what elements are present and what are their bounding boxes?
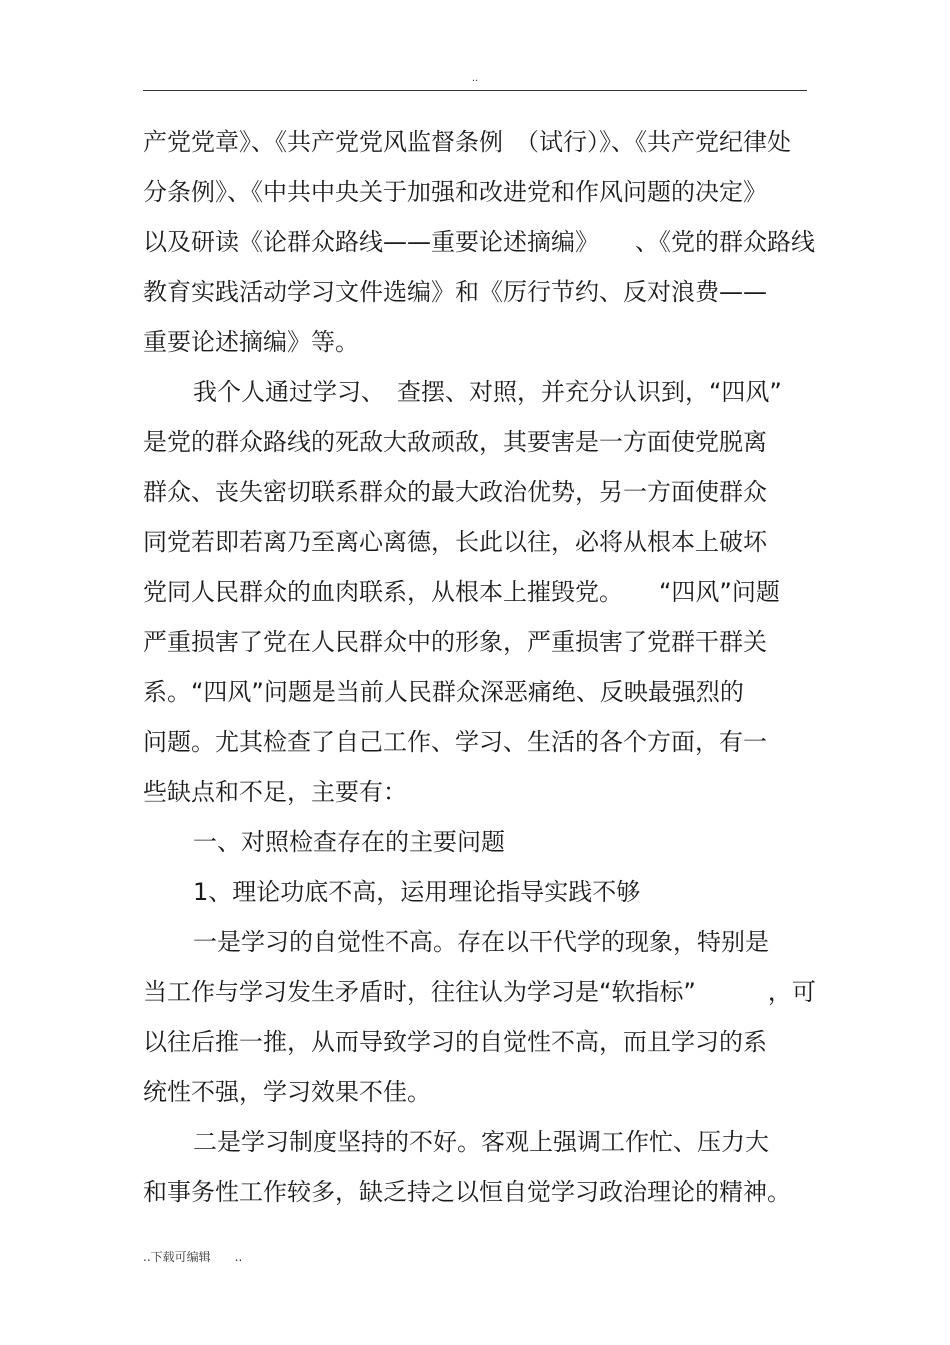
header-rule (143, 90, 807, 91)
body-line-3: 以及研读《论群众路线——重要论述摘编》 、《党的群众路线 (143, 228, 815, 256)
subsection-heading: 1、理论功底不高，运用理论指导实践不够 (193, 878, 641, 906)
body-line-11: 严重损害了党在人民群众中的形象，严重损害了党群干群关 (143, 628, 767, 656)
body-line-17: 一是学习的自觉性不高。存在以干代学的现象，特别是 (193, 928, 769, 956)
body-line-4: 教育实践活动学习文件选编》和《厉行节约、反对浪费—— (143, 278, 767, 306)
body-line-8: 群众、丧失密切联系群众的最大政治优势，另一方面使群众 (143, 478, 767, 506)
body-line-22: 和事务性工作较多，缺乏持之以恒自觉学习政治理论的精神。 (143, 1178, 791, 1206)
section-heading: 一、对照检查存在的主要问题 (193, 828, 505, 856)
body-line-2: 分条例》、《中共中央关于加强和改进党和作风问题的决定》 (143, 178, 767, 206)
body-line-18: 当工作与学习发生矛盾时，往往认为学习是“软指标” ，可 (143, 978, 816, 1006)
body-line-13: 问题。尤其检查了自己工作、学习、生活的各个方面，有一 (143, 728, 767, 756)
footer-note: ..下载可编辑 .. (143, 1250, 243, 1264)
body-line-5: 重要论述摘编》等。 (143, 328, 359, 356)
header-mark: .. (471, 73, 479, 84)
body-line-20: 统性不强，学习效果不佳。 (143, 1078, 431, 1106)
body-line-12: 系。“四风”问题是当前人民群众深恶痛绝、反映最强烈的 (143, 678, 744, 706)
body-line-10: 党同人民群众的血肉联系，从根本上摧毁党。 “四风”问题 (143, 578, 780, 606)
body-line-7: 是党的群众路线的死敌大敌顽敌，其要害是一方面使党脱离 (143, 428, 767, 456)
body-line-19: 以往后推一推，从而导致学习的自觉性不高，而且学习的系 (143, 1028, 767, 1056)
body-line-9: 同党若即若离乃至离心离德，长此以往，必将从根本上破坏 (143, 528, 767, 556)
body-line-21: 二是学习制度坚持的不好。客观上强调工作忙、压力大 (193, 1128, 769, 1156)
body-line-6: 我个人通过学习、 查摆、对照，并充分认识到，“四风” (193, 378, 782, 406)
body-line-14: 些缺点和不足，主要有： (143, 778, 407, 806)
body-line-1: 产党党章》、《共产党党风监督条例 （试行）》、《共产党纪律处 (143, 128, 791, 156)
